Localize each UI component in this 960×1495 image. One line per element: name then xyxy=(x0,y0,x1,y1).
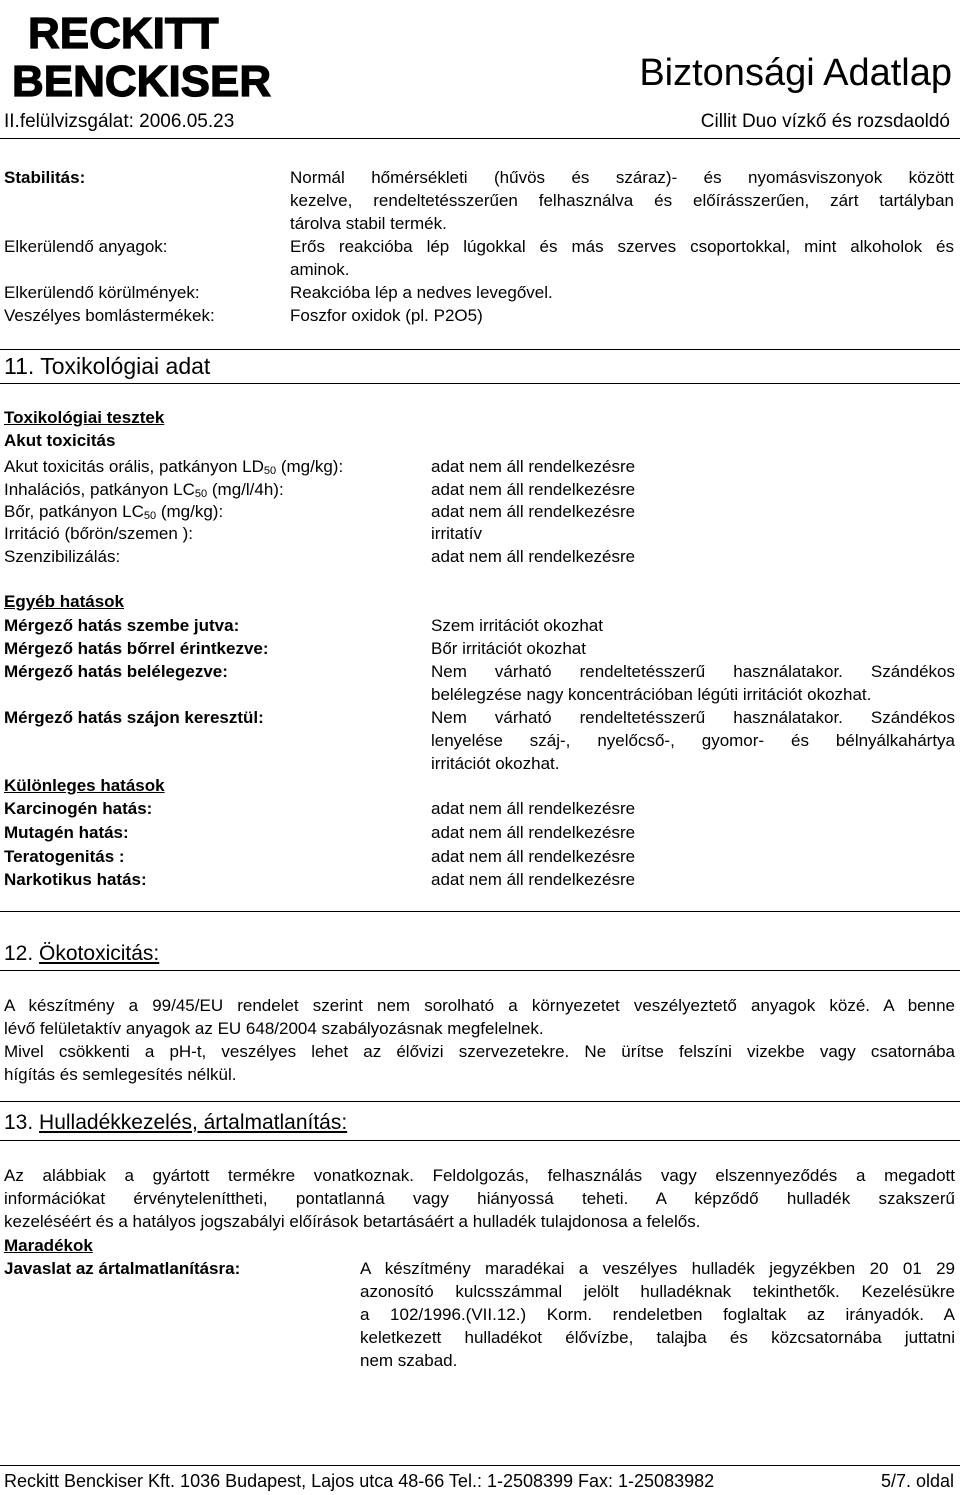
acute-value: irritatív xyxy=(431,524,482,543)
footer-company: Reckitt Benckiser Kft. 1036 Budapest, Lajos utca 48-66 Tel.: 1-2508399 Fax: 1-25083982 xyxy=(4,1471,715,1491)
other-effect-label: Mérgező hatás belélegezve: xyxy=(4,662,228,681)
acute-label: Inhalációs, patkányon $LC_{50}$ (mg/l/4h): xyxy=(4,480,284,500)
acute-value: adat nem áll rendelkezésre xyxy=(431,547,636,566)
logo-text-line2: BENCKISER xyxy=(12,57,272,104)
avoid-conditions-value: Reakcióba lép a nedves levegővel. xyxy=(290,283,553,302)
logo-text-line1: RECKITT xyxy=(28,9,219,58)
other-effect-label: Mérgező hatás szembe jutva: xyxy=(4,616,240,635)
other-effect-label: Mérgező hatás bőrrel érintkezve: xyxy=(4,639,269,658)
section13-underline xyxy=(0,1140,960,1141)
other-effect-value: Bőr irritációt okozhat xyxy=(431,639,586,658)
disposal-line: A készítmény maradékai a veszélyes hulladék jegyzékben 20 01 29 xyxy=(360,1259,955,1278)
acute-label: Irritáció (bőrön/szemen ): xyxy=(4,524,193,543)
section13-line: Az alábbiak a gyártott termékre vonatkoznak. Feldolgozás, felhasználás vagy elszennyeződés a megadott xyxy=(4,1166,955,1185)
section12-line: Mivel csökkenti a pH-t, veszélyes lehet az élővizi szervezetekre. Ne ürítse felszíni vizekbe vagy csatornába xyxy=(4,1042,955,1061)
section13-body xyxy=(4,1164,955,1233)
section12-body xyxy=(4,994,955,1086)
decomposition-label: Veszélyes bomlástermékek: xyxy=(4,306,215,325)
acute-value: adat nem áll rendelkezésre xyxy=(431,502,636,521)
special-effect-label: Teratogenitás : xyxy=(4,847,125,866)
special-effect-label: Narkotikus hatás: xyxy=(4,870,147,889)
other-effect-line: lenyelése száj-, nyelőcső-, gyomor- és bélnyálkahártya xyxy=(431,731,955,750)
special-effect-value: adat nem áll rendelkezésre xyxy=(431,870,636,889)
disposal-text xyxy=(360,1257,955,1372)
other-effect-line: Nem várható rendeltetésszerű használatakor. Szándékos xyxy=(431,662,955,681)
special-effects-heading: Különleges hatások xyxy=(4,776,165,795)
header-divider xyxy=(0,138,960,139)
decomposition-value: Foszfor oxidok (pl. P2O5) xyxy=(290,306,483,325)
stability-line: Normál hőmérsékleti (hűvös és száraz)- és nyomásviszonyok között xyxy=(290,168,954,187)
section13-divider xyxy=(0,1101,960,1102)
other-effect-value xyxy=(431,706,955,775)
disposal-label: Javaslat az ártalmatlanításra: xyxy=(4,1259,241,1278)
other-effect-value: Szem irritációt okozhat xyxy=(431,616,603,635)
special-effect-label: Mutagén hatás: xyxy=(4,823,129,842)
section11-title: 11. Toxikológiai adat xyxy=(4,353,211,379)
special-effect-value: adat nem áll rendelkezésre xyxy=(431,847,636,866)
special-effect-value: adat nem áll rendelkezésre xyxy=(431,799,636,818)
avoid-materials-text xyxy=(290,235,954,281)
section12-underline xyxy=(0,970,960,971)
section12-line: A készítmény a 99/45/EU rendelet szerint nem sorolható a környezetet veszélyeztető anyagok közé. A benne xyxy=(4,996,955,1015)
other-effect-line: irritációt okozhat. xyxy=(431,754,560,773)
avoid-conditions-label: Elkerülendő körülmények: xyxy=(4,283,200,302)
section12-divider xyxy=(0,911,960,912)
avoid-materials-line: aminok. xyxy=(290,260,350,279)
acute-tox-heading: Akut toxicitás xyxy=(4,431,116,450)
section12-title xyxy=(4,940,159,968)
section12-line: lévő felületaktív anyagok az EU 648/2004 szabályozásnak megfelelnek. xyxy=(4,1019,544,1038)
footer-page-number: 5/7. oldal xyxy=(880,1471,954,1491)
acute-label: Szenzibilizálás: xyxy=(4,547,121,566)
tox-tests-heading: Toxikológiai tesztek xyxy=(4,408,165,427)
other-effect-line: Nem várható rendeltetésszerű használatakor. Szándékos xyxy=(431,708,955,727)
acute-label: Akut toxicitás orális, patkányon $LD_{50}$ (mg/kg): xyxy=(4,457,344,477)
other-effect-line: belélegzése nagy koncentrációban légúti irritációt okozhat. xyxy=(431,685,872,704)
avoid-materials-label: Elkerülendő anyagok: xyxy=(4,237,168,256)
disposal-line: a 102/1996.(VII.12.) Korm. rendeletben foglaltak az irányadók. A xyxy=(360,1305,955,1324)
residue-heading: Maradékok xyxy=(4,1236,93,1255)
acute-value: adat nem áll rendelkezésre xyxy=(431,457,636,476)
avoid-materials-line: Erős reakcióba lép lúgokkal és más szerves csoportokkal, mint alkoholok és xyxy=(290,237,954,256)
stability-line: tárolva stabil termék. xyxy=(290,214,447,233)
section11-divider xyxy=(0,349,960,350)
disposal-line: azonosító kulcsszámmal jelölt hulladéknak tekinthetők. Kezelésükre xyxy=(360,1282,955,1301)
revision-date: II.felülvizsgálat: 2006.05.23 xyxy=(4,111,235,132)
section13-title xyxy=(4,1109,347,1137)
document-title: Biztonsági Adatlap xyxy=(639,52,952,94)
section13-number: 13. xyxy=(4,1111,34,1134)
stability-label: Stabilitás: xyxy=(4,168,86,187)
stability-line: kezelve, rendeltetésszerűen felhasználva és előírásszerűen, zárt tartályban xyxy=(290,191,954,210)
disposal-line: keletkezett hulladékot élővízbe, talajba és közcsatornába juttatni xyxy=(360,1328,955,1347)
acute-value: adat nem áll rendelkezésre xyxy=(431,480,636,499)
section12-heading: Ökotoxicitás: xyxy=(39,942,160,965)
company-logo xyxy=(10,8,295,104)
acute-label: Bőr, patkányon $LC_{50}$ (mg/kg): xyxy=(4,502,224,522)
section11-underline xyxy=(0,383,960,384)
section13-heading: Hulladékkezelés, ártalmatlanítás: xyxy=(39,1111,348,1134)
section13-line: információkat érvényteleníttheti, pontatlanná vagy hiányossá teheti. A képződő hulladék szakszerű xyxy=(4,1189,955,1208)
other-effects-heading: Egyéb hatások xyxy=(4,592,124,611)
other-effect-label: Mérgező hatás szájon keresztül: xyxy=(4,708,264,727)
other-effect-value xyxy=(431,660,955,706)
special-effect-value: adat nem áll rendelkezésre xyxy=(431,823,636,842)
section13-line: kezeléséért és a hatályos jogszabályi előírások betartásáért a hulladék tulajdonosa a felelős. xyxy=(4,1212,701,1231)
footer-divider xyxy=(0,1465,960,1466)
stability-text xyxy=(290,166,954,235)
section12-number: 12. xyxy=(4,942,34,965)
product-name: Cillit Duo vízkő és rozsdaoldó xyxy=(700,111,950,132)
disposal-line: nem szabad. xyxy=(360,1351,458,1370)
section12-line: hígítás és semlegesítés nélkül. xyxy=(4,1065,237,1084)
special-effect-label: Karcinogén hatás: xyxy=(4,799,153,818)
